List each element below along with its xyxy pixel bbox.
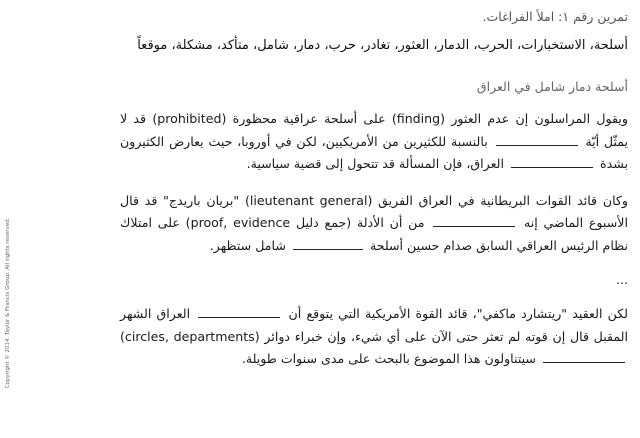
p2-text-3: الأسبوع الماضي إنه <box>523 215 628 230</box>
fill-blank-5[interactable] <box>198 306 280 318</box>
fill-blank-4[interactable] <box>293 238 363 250</box>
fill-blank-1[interactable] <box>496 134 578 146</box>
p2-text-1: وكان قائد القوات البريطانية في العراق الفريق <box>378 192 628 208</box>
fill-blank-2[interactable] <box>511 156 593 168</box>
copyright-notice: Copyright © 2014. Taylor & Francis Group. All rights reserved. <box>5 217 11 389</box>
p3-gloss-circles: (circles, departments) <box>120 328 260 344</box>
ellipsis: ... <box>615 272 628 287</box>
p1-text-4: بالنسبة للكثيرين من الأمريكيين، لكن في أوروبا، حيث يعارض الكثيرون بشدة <box>120 133 628 171</box>
p1-text-2: على أسلحة عراقية محظورة <box>232 111 386 126</box>
p2-text-6: نظام الرئيس العراقي السابق صدام حسين أسلحة <box>369 237 628 253</box>
p2-gloss-lieutenant-general: (lieutenant general) <box>244 192 373 208</box>
paragraph-3 <box>120 303 628 371</box>
word-bank: أسلحة، الاستخبارات، الحرب، الدمار، العثور، تغادر، حرب، دمار، شامل، متأكد، مشكلة، موقعاً <box>137 38 628 53</box>
p2-text-7: شامل ستظهر. <box>209 237 286 253</box>
p1-text-1: ويقول المراسلون إن عدم العثور <box>451 111 628 126</box>
p2-text-4: من أن الأدلة (جمع دليل <box>295 215 425 230</box>
paragraph-1 <box>120 108 628 176</box>
exercise-content <box>120 8 628 385</box>
p1-gloss-prohibited: (prohibited) <box>152 111 227 126</box>
exercise-title: تمرين رقم ١: املأ الفراغات. <box>482 9 628 24</box>
p3-text-1: لكن العقيد "ريتشارد ماكفي"، قائد القوة الأمريكية التي يتوقع أن <box>288 306 628 321</box>
p1-text-5: العراق، فإن المسألة قد تتحول إلى قضية سياسية. <box>246 156 505 171</box>
paragraph-2 <box>120 190 628 258</box>
p2-text-2: "بريان باريدج" قد قال <box>120 192 240 208</box>
p2-text-5: على امتلاك <box>120 215 180 230</box>
passage-title: أسلحة دمار شامل في العراق <box>476 79 628 94</box>
fill-blank-3[interactable] <box>433 215 515 227</box>
p2-gloss-proof: (proof, evidence <box>185 215 291 230</box>
p3-text-2: العراق <box>156 306 191 321</box>
p3-text-4: سيتناولون هذا الموضوع بالبحث على مدى سنوات طويلة. <box>241 351 536 366</box>
p1-gloss-finding: (finding) <box>391 111 446 126</box>
fill-blank-6[interactable] <box>543 351 625 363</box>
p1-text-3: قد لا يمثّل أيّة <box>120 111 628 149</box>
p3-text-3: الشهر المقبل قال إن قوته لم تعثر حتى الآن على أي شيء، وإن خبراء دوائر <box>120 306 628 344</box>
